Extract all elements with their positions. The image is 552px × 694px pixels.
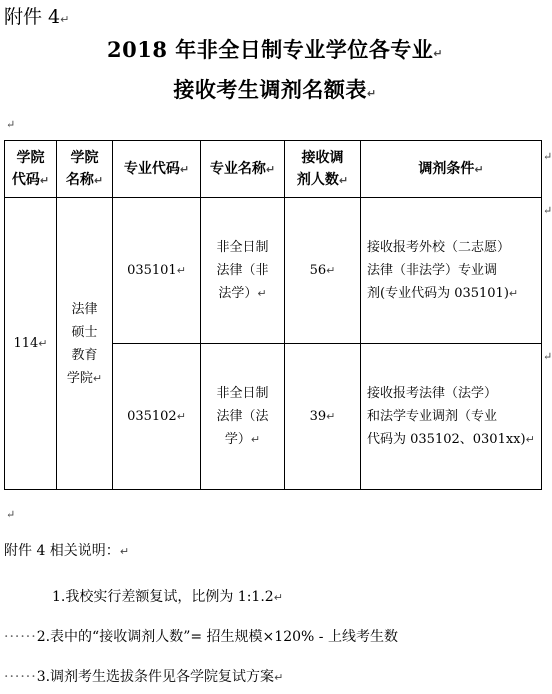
paragraph-mark: ↵ (6, 118, 16, 131)
header-major-name: 专业名称↵ (201, 141, 285, 198)
row-end-mark: ↵ (543, 204, 552, 217)
notes-heading: 附件 4 相关说明：↵ (4, 543, 130, 559)
college-name-cell: 法律 硕士 教育 学院↵ (57, 198, 113, 490)
note-item: ······3.调剂考生选拔条件见各学院复试方案↵ (4, 669, 284, 685)
major-code-cell: 035101↵ (113, 198, 201, 344)
note-item: 1.我校实行差额复试，比例为 1:1.2↵ (52, 589, 283, 605)
note-item: ······2.表中的“接收调剂人数”= 招生规模×120% - 上线考生数 (4, 629, 398, 645)
college-code-cell: 114↵ (5, 198, 57, 490)
conditions-cell: 接收报考法律（法学） 和法学专业调剂（专业 代码为 035102、0301xx)↵ (361, 344, 542, 490)
table-header-row (5, 141, 542, 198)
table-row (5, 198, 542, 344)
quota-table (4, 140, 542, 490)
leader-dots: ······ (4, 629, 37, 645)
header-conditions: 调剂条件↵ (361, 141, 542, 198)
header-college-name: 学院 名称↵ (57, 141, 113, 198)
header-quota: 接收调 剂人数↵ (285, 141, 361, 198)
major-code-cell: 035102↵ (113, 344, 201, 490)
header-college-code: 学院 代码↵ (5, 141, 57, 198)
page-title-line-2: 接收考生调剂名额表↵ (173, 77, 377, 102)
header-major-code: 专业代码↵ (113, 141, 201, 198)
major-name-cell: 非全日制 法律（法 学）↵ (201, 344, 285, 490)
row-end-mark: ↵ (543, 350, 552, 363)
page-title-line-1: 2018 年非全日制专业学位各专业↵ (107, 37, 443, 62)
leader-dots: ······ (4, 669, 37, 685)
attachment-label: 附件 4↵ (4, 6, 70, 28)
quota-cell: 56↵ (285, 198, 361, 344)
paragraph-mark: ↵ (6, 508, 16, 521)
major-name-cell: 非全日制 法律（非 法学）↵ (201, 198, 285, 344)
conditions-cell: 接收报考外校（二志愿） 法律（非法学）专业调 剂(专业代码为 035101)↵ (361, 198, 542, 344)
row-end-mark: ↵ (543, 150, 552, 163)
quota-cell: 39↵ (285, 344, 361, 490)
